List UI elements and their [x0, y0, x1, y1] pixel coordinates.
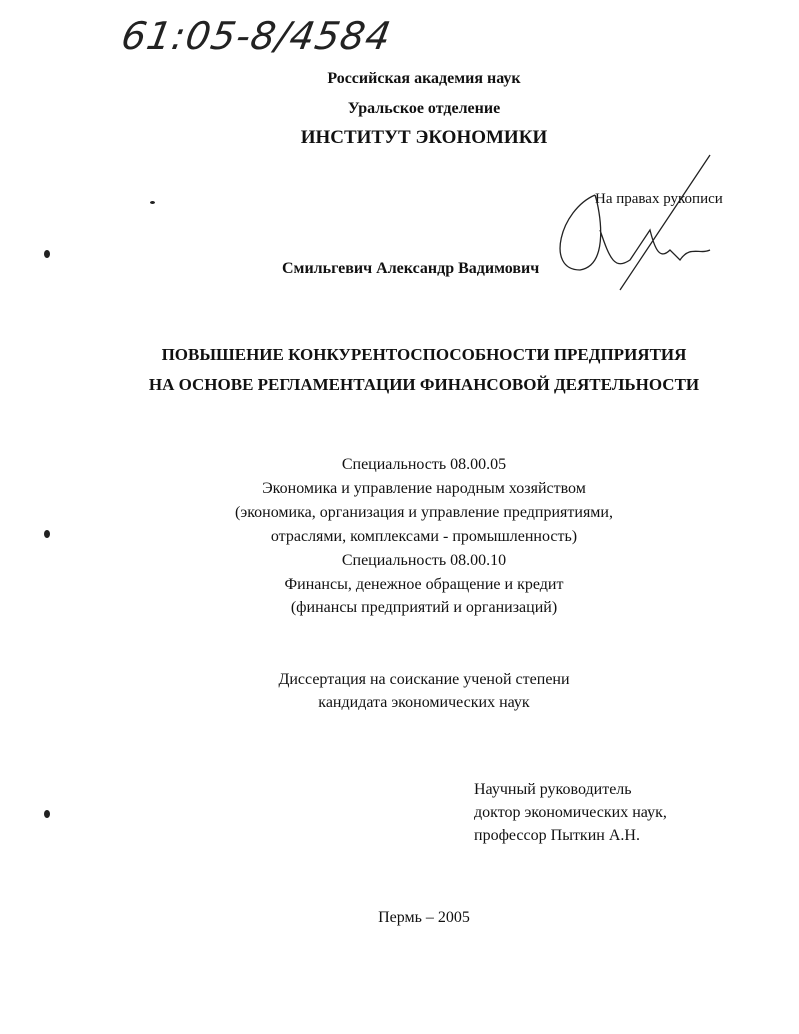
specialty-line: Экономика и управление народным хозяйством — [262, 480, 586, 497]
archive-code-handwritten: 61:05-8/4584 — [118, 14, 395, 58]
thesis-title-line: НА ОСНОВЕ РЕГЛАМЕНТАЦИИ ФИНАНСОВОЙ ДЕЯТЕЛЬНОСТИ — [148, 375, 700, 394]
thesis-title-line: ПОВЫШЕНИЕ КОНКУРЕНТОСПОСОБНОСТИ ПРЕДПРИЯТИЯ — [161, 345, 687, 364]
institute-name: ИНСТИТУТ ЭКОНОМИКИ — [300, 127, 548, 148]
specialty-line: отраслями, комплексами - промышленность) — [270, 528, 578, 545]
signature — [540, 150, 730, 295]
place-year: Пермь – 2005 — [378, 909, 470, 926]
scan-speck — [44, 250, 50, 258]
supervisor-line: Научный руководитель — [474, 781, 632, 798]
scan-speck — [44, 530, 50, 538]
degree-line: Диссертация на соискание ученой степени — [278, 671, 570, 688]
org-academy: Российская академия наук — [327, 70, 521, 87]
specialty-line: (финансы предприятий и организаций) — [290, 599, 558, 616]
specialty-line: Специальность 08.00.10 — [341, 552, 507, 569]
specialty-line: Специальность 08.00.05 — [341, 456, 507, 473]
scan-speck — [150, 201, 155, 204]
manuscript-note: На правах рукописи — [595, 191, 723, 207]
degree-line: кандидата экономических наук — [318, 694, 530, 711]
supervisor-line: доктор экономических наук, — [474, 804, 667, 821]
specialty-line: (экономика, организация и управление предприятиями, — [235, 504, 613, 521]
author-name: Смильгевич Александр Вадимович — [282, 260, 540, 277]
supervisor-line: профессор Пыткин А.Н. — [474, 827, 640, 844]
org-branch: Уральское отделение — [347, 100, 501, 117]
scan-speck — [44, 810, 50, 818]
specialty-line: Финансы, денежное обращение и кредит — [284, 576, 564, 593]
